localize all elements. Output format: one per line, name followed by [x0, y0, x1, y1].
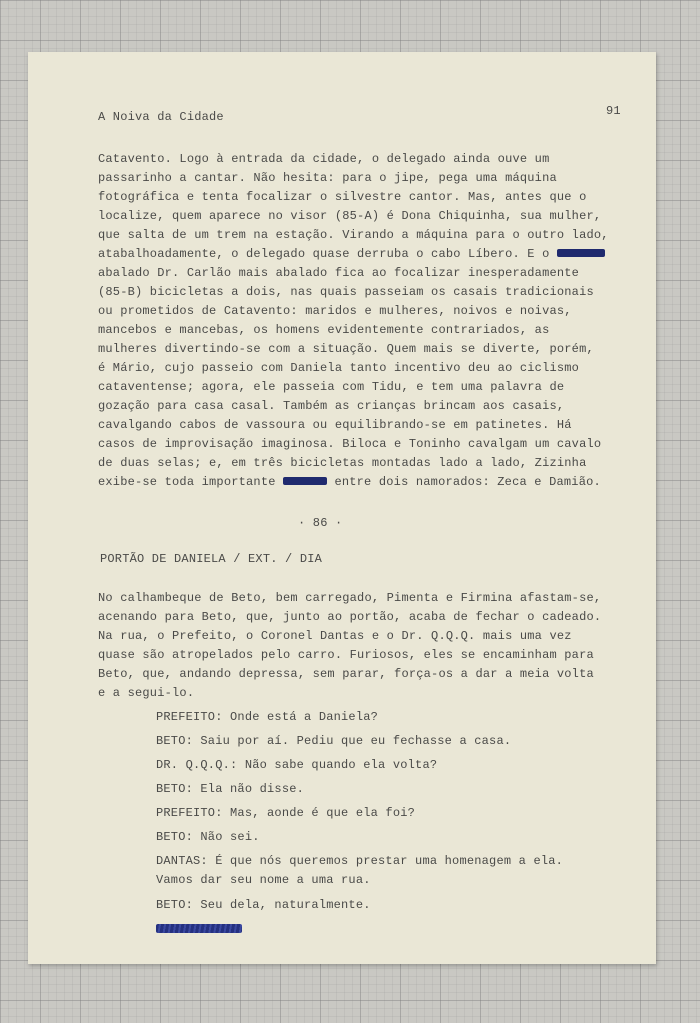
dialogue-line: BETO: Ela não disse. [156, 782, 305, 796]
dialogue-line: BETO: Seu dela, naturalmente. [156, 898, 371, 912]
text-line: No calhambeque de Beto, bem carregado, Pimenta e Firmina afastam-se, [98, 591, 602, 605]
text-line: gozação para casa casal. Também as crianças brincam aos casais, [98, 399, 565, 413]
text-fragment: exibe-se toda importante [98, 475, 276, 489]
text-line: localize, quem aparece no visor (85-A) é Dona Chiquinha, sua mulher, [98, 209, 602, 223]
page-number: 91 [606, 104, 621, 118]
text-line: Na rua, o Prefeito, o Coronel Dantas e o Dr. Q.Q.Q. mais uma vez [98, 629, 572, 643]
text-line: fotográfica e tenta focalizar o silvestre cantor. Mas, antes que o [98, 190, 587, 204]
text-line: casos de improvisação imaginosa. Biloca e Toninho cavalgam um cavalo [98, 437, 602, 451]
text-line: cataventense; agora, ele passeia com Tidu, e tem uma palavra de [98, 380, 565, 394]
document-title: A Noiva da Cidade [98, 110, 224, 124]
dialogue-line: DR. Q.Q.Q.: Não sabe quando ela volta? [156, 758, 438, 772]
text-line: (85-B) bicicletas a dois, nas quais passeiam os casais tradicionais [98, 285, 594, 299]
text-line: Beto, que, andando depressa, sem parar, força-os a dar a meia volta [98, 667, 594, 681]
text-line: passarinho a cantar. Não hesita: para o jipe, pega uma máquina [98, 171, 557, 185]
text-fragment: atabalhoadamente, o delegado quase derruba o cabo Líbero. E o [98, 247, 550, 261]
dialogue-line: DANTAS: É que nós queremos prestar uma homenagem a ela. [156, 854, 564, 868]
dialogue-line: BETO: Saiu por aí. Pediu que eu fechasse a casa. [156, 734, 512, 748]
ink-redaction [557, 249, 605, 257]
text-line: quase são atropelados pelo carro. Furiosos, eles se encaminham para [98, 648, 594, 662]
text-line [98, 247, 605, 261]
text-line: cavalgando cabos de vassoura ou equilibrando-se em patinetes. Há [98, 418, 572, 432]
typed-page [28, 52, 656, 964]
text-line: que salta de um trem na estação. Virando a máquina para o outro lado, [98, 228, 609, 242]
text-line: e a segui-lo. [98, 686, 195, 700]
text-line: acenando para Beto, que, junto ao portão, acaba de fechar o cadeado. [98, 610, 602, 624]
ink-redaction [283, 477, 327, 485]
text-fragment: entre dois namorados: Zeca e Damião. [334, 475, 601, 489]
ink-scribble [156, 924, 242, 933]
dialogue-line: PREFEITO: Onde está a Daniela? [156, 710, 379, 724]
scene-heading: PORTÃO DE DANIELA / EXT. / DIA [100, 552, 323, 566]
text-line: abalado Dr. Carlão mais abalado fica ao focalizar inesperadamente [98, 266, 580, 280]
text-line: ou prometidos de Catavento: maridos e mulheres, noivos e noivas, [98, 304, 572, 318]
dialogue-line: BETO: Não sei. [156, 830, 260, 844]
dialogue-line: PREFEITO: Mas, aonde é que ela foi? [156, 806, 416, 820]
text-line: é Mário, cujo passeio com Daniela tanto incentivo deu ao ciclismo [98, 361, 580, 375]
text-line: de duas selas; e, em três bicicletas montadas lado a lado, Zizinha [98, 456, 587, 470]
text-line [98, 475, 601, 489]
scene-number: · 86 · [298, 516, 343, 530]
text-line: Catavento. Logo à entrada da cidade, o delegado ainda ouve um [98, 152, 550, 166]
text-line: mulheres divertindo-se com a situação. Quem mais se diverte, porém, [98, 342, 594, 356]
dialogue-line: Vamos dar seu nome a uma rua. [156, 873, 371, 887]
text-line: mancebos e mancebas, os homens evidentemente contrariados, as [98, 323, 550, 337]
